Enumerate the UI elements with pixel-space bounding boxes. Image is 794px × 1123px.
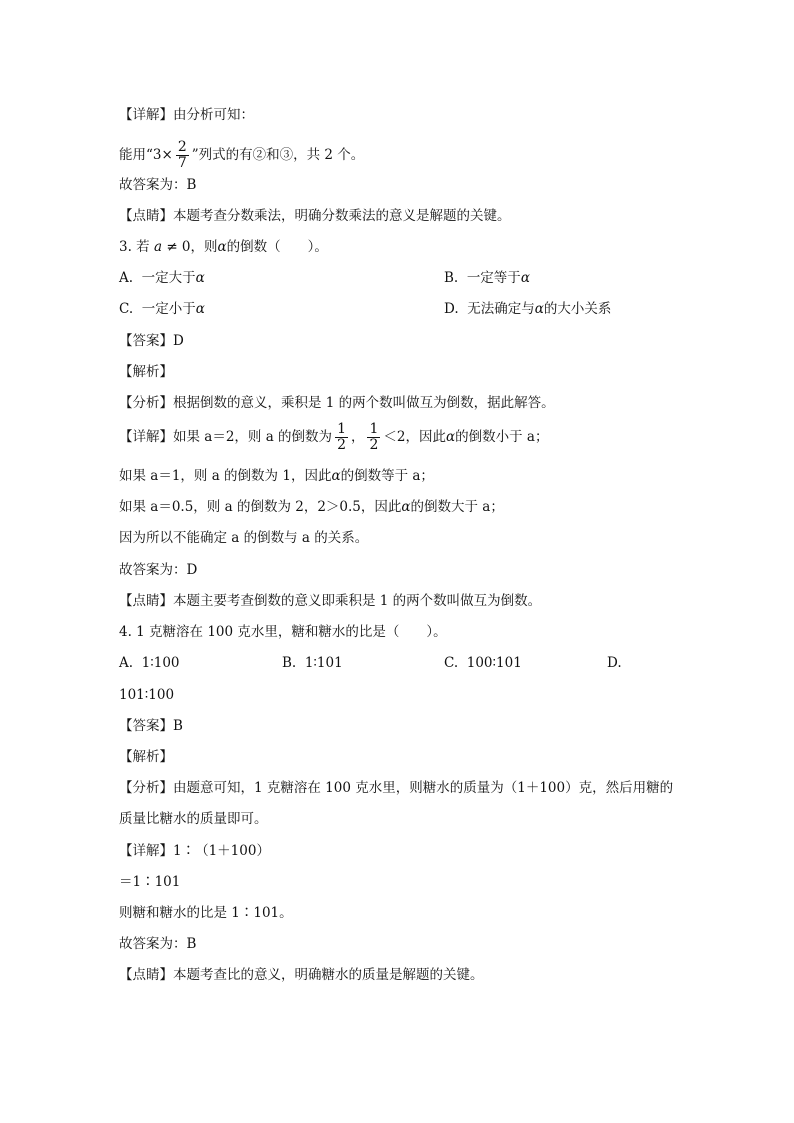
q4-detail-line [119,841,270,861]
fraction-one-half [367,422,380,453]
fraction-two-sevenths [176,140,189,171]
detail-conclusion: 的倒数大于 a； [410,499,504,515]
tip-text: 本题主要考查倒数的意义即乘积是 1 的两个数叫做互为倒数。 [173,593,542,609]
q3-stem [119,237,328,257]
option-text: 无法确定与 [467,301,535,317]
q3-detail-line-3 [119,497,504,517]
detail-label: 【详解】 [119,107,173,123]
alpha-symbol: α [217,239,227,255]
q3-option-d[interactable] [444,299,611,319]
option-text: 1∶100 [141,655,180,671]
q2-answer-line: 故答案为：B [119,177,197,193]
tip-text: 本题考查分数乘法，明确分数乘法的意义是解题的关键。 [173,208,511,224]
stem-variable: a [153,239,163,255]
option-text: 1∶101 [304,655,343,671]
detail-label: 【详解】 [119,843,173,859]
q4-option-d[interactable] [607,653,622,673]
detail-label: 【详解】 [119,429,173,445]
q4-analysis-title: 【解析】 [119,749,173,765]
q2-expression-line [119,138,364,172]
detail-text: 1∶（1＋100） [173,843,270,859]
q3-option-c[interactable] [119,299,205,319]
q4-result-line: 则糖和糖水的比是 1∶101。 [119,905,293,921]
q3-answer: 【答案】D [119,333,184,349]
analysis-label: 【分析】 [119,395,173,411]
q3-option-b[interactable] [444,268,530,288]
alpha-symbol: α [331,468,341,484]
tip-label: 【点睛】 [119,593,173,609]
fraction-one-half [335,422,348,453]
q3-analysis-line [119,393,555,413]
alpha-symbol: α [195,301,205,317]
q2-detail-line [119,105,254,125]
detail-conclusion: 的倒数小于 a； [455,429,549,445]
fraction-numerator: 2 [177,139,187,155]
option-letter: C. [444,655,459,671]
analysis-text: 根据倒数的意义，乘积是 1 的两个数叫做互为倒数，据此解答。 [173,395,555,411]
q4-calc-line: ＝1∶101 [119,874,181,890]
fraction-numerator: 1 [369,421,379,437]
option-letter: A. [119,655,134,671]
alpha-symbol: α [401,499,411,515]
detail-comma: ， [350,429,365,445]
expression-prefix: 能用“3× [119,147,173,163]
detail-text: 由分析可知： [173,107,254,123]
q3-tip-line [119,591,541,611]
fraction-numerator: 1 [337,421,346,437]
q2-tip-line [119,206,511,226]
q3-detail-line [119,420,548,454]
option-letter: B. [444,270,459,286]
tip-label: 【点睛】 [119,967,173,983]
q4-answer-line: 故答案为：B [119,936,197,952]
q4-option-d-wrap: 101∶100 [119,687,175,703]
option-letter: C. [119,301,134,317]
q3-detail-line-4: 因为所以不能确定 a 的倒数与 a 的关系。 [119,530,369,546]
detail-text: 如果 a＝2，则 a 的倒数为 [173,429,333,445]
option-letter: A. [119,270,134,286]
q3-option-a[interactable] [119,268,205,288]
tip-text: 本题考查比的意义，明确糖水的质量是解题的关键。 [173,967,484,983]
analysis-label: 【分析】 [119,780,173,796]
fraction-denominator: 2 [369,437,379,453]
q4-stem: 4. 1 克糖溶在 100 克水里，糖和糖水的比是（ ）。 [119,624,447,640]
stem-suffix: 的倒数（ ）。 [226,239,328,255]
expression-suffix: ”列式的有②和③，共 2 个。 [191,147,365,163]
alpha-symbol: α [520,270,530,286]
option-letter: B. [282,655,297,671]
q3-analysis-title: 【解析】 [119,364,173,380]
q4-option-c[interactable] [444,653,522,673]
detail-conclusion: 的倒数等于 a； [340,468,434,484]
q3-detail-line-2 [119,466,434,486]
q4-tip-line [119,965,484,985]
stem-middle: ≠ 0，则 [162,239,218,255]
q4-analysis-line-2: 质量比糖水的质量即可。 [119,811,268,827]
detail-text: 如果 a＝1，则 a 的倒数为 1，因此 [119,468,332,484]
fraction-denominator: 7 [177,155,187,171]
q4-answer: 【答案】B [119,718,183,734]
option-text: 一定小于 [141,301,196,317]
q4-option-a[interactable] [119,653,180,673]
stem-prefix: 3. 若 [119,239,154,255]
alpha-symbol: α [195,270,205,286]
analysis-text: 由题意可知，1 克糖溶在 100 克水里，则糖水的质量为（1＋100）克，然后用糖的 [173,780,674,796]
detail-compare: ＜2，因此 [383,429,446,445]
alpha-symbol: α [534,301,544,317]
option-letter: D. [607,655,622,671]
option-text: 一定等于 [466,270,521,286]
alpha-symbol: α [446,429,456,445]
option-text: 一定大于 [141,270,196,286]
q4-analysis-line [119,778,673,798]
q4-option-b[interactable] [282,653,343,673]
q3-answer-line: 故答案为：D [119,562,198,578]
option-letter: D. [444,301,459,317]
fraction-denominator: 2 [337,437,346,453]
option-tail: 的大小关系 [543,301,612,317]
tip-label: 【点睛】 [119,208,173,224]
detail-text: 如果 a＝0.5，则 a 的倒数为 2，2＞0.5，因此 [119,499,402,515]
option-text: 100∶101 [466,655,522,671]
